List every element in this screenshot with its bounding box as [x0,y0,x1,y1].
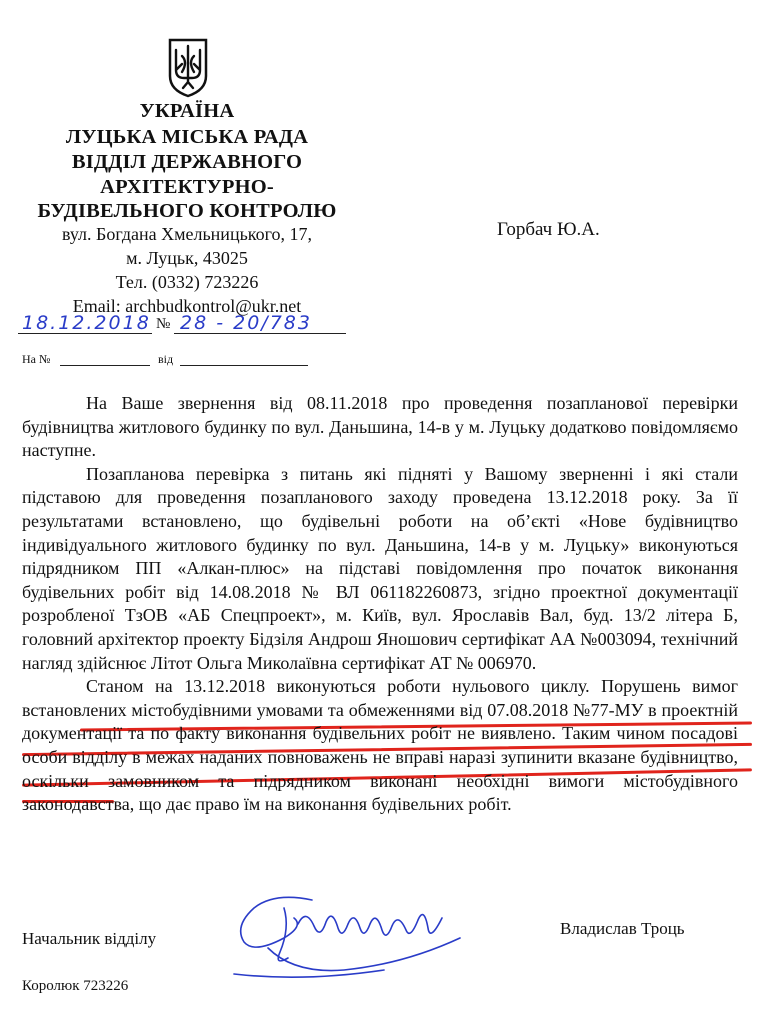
paragraph-inspection: Позапланова перевірка з питань які підняті у Вашому зверненні і які стали підставою для проведення позапланового заходу проведена 13.12.2018 року. За її результатами встановлено, що будівельні роботи на об’єкті «Нове будівництво індивідуального житлового будинку по вул. Даньшина, 14-в у м. Луцьку» виконуються підрядником ПП «Алкан-плюс» на підставі повідомлення про початок виконання будівельних робіт від 14.08.2018 № ВЛ 061182260873, згідно проектної документації розробленої ТзОВ «АБ Спецпроект», м. Київ, вул. Ярославів Вал, буд. 13/2 літера Б, головний архітектор проекту Бідзіля Андрош Яношович сертифікат АА №003094, технічний нагляд здійснює Літот Ольга Миколаївна сертифікат АТ № 006970. [22,463,738,673]
paragraph-request: На Ваше звернення від 08.11.2018 про проведення позапланової перевірки будівництва житлового будинку по вул. Даньшина, 14-в у м. Луцьку додатково повідомляємо наступне. [22,393,738,461]
signatory-position: Начальник відділу [22,929,157,948]
registration-number-line [174,333,346,334]
header-council: ЛУЦЬКА МІСЬКА РАДА [65,126,309,148]
incoming-date-label: від [158,352,174,366]
recipient-name: Горбач Ю.А. [497,219,600,240]
paragraph-conclusion-highlighted: Станом на 13.12.2018 виконуються роботи нульового циклу. Порушень вимог встановлених містобудівними умовами та обмеженнями від 07.08.2018 №77-МУ в проектній документації та по факту виконання будівельних робіт не виявлено. [22,676,738,744]
header-country: УКРАЇНА [139,100,235,122]
paragraph-conclusion-rest: Таким чином посадові особи відділу в межах наданих повноважень не вправі наразі зупинити вказане будівництво, оскільки замовником та підрядником виконані необхідні вимоги містобудівного законодавства, що дає право їм на виконання будівельних робіт. [22,723,739,815]
header-department-line3: БУДІВЕЛЬНОГО КОНТРОЛЮ [37,200,337,222]
coat-of-arms-icon [166,38,210,98]
address-phone: Тел. (0332) 723226 [115,272,259,292]
address-email: Email: archbudkontrol@ukr.net [72,296,302,316]
header-department-line1: ВІДДІЛ ДЕРЖАВНОГО [71,151,303,173]
registration-number-sign: № [156,316,171,332]
registration-number: 28 - 20/783 [180,312,312,334]
incoming-number-line [60,365,150,366]
paragraph-conclusion [22,675,738,817]
registration-date-line [18,333,152,334]
letter-body [22,392,738,817]
signatory-name: Владислав Троць [560,919,685,938]
incoming-date-line [180,365,308,366]
address-street: вул. Богдана Хмельницького, 17, [61,224,313,244]
handwritten-signature-icon [214,878,474,988]
address-city: м. Луцьк, 43025 [126,248,248,268]
incoming-number-label: На № [22,352,51,366]
registration-date: 18.12.2018 [22,312,151,334]
header-department-line2: АРХІТЕКТУРНО- [100,176,274,198]
executor-info: Королюк 723226 [22,978,129,994]
